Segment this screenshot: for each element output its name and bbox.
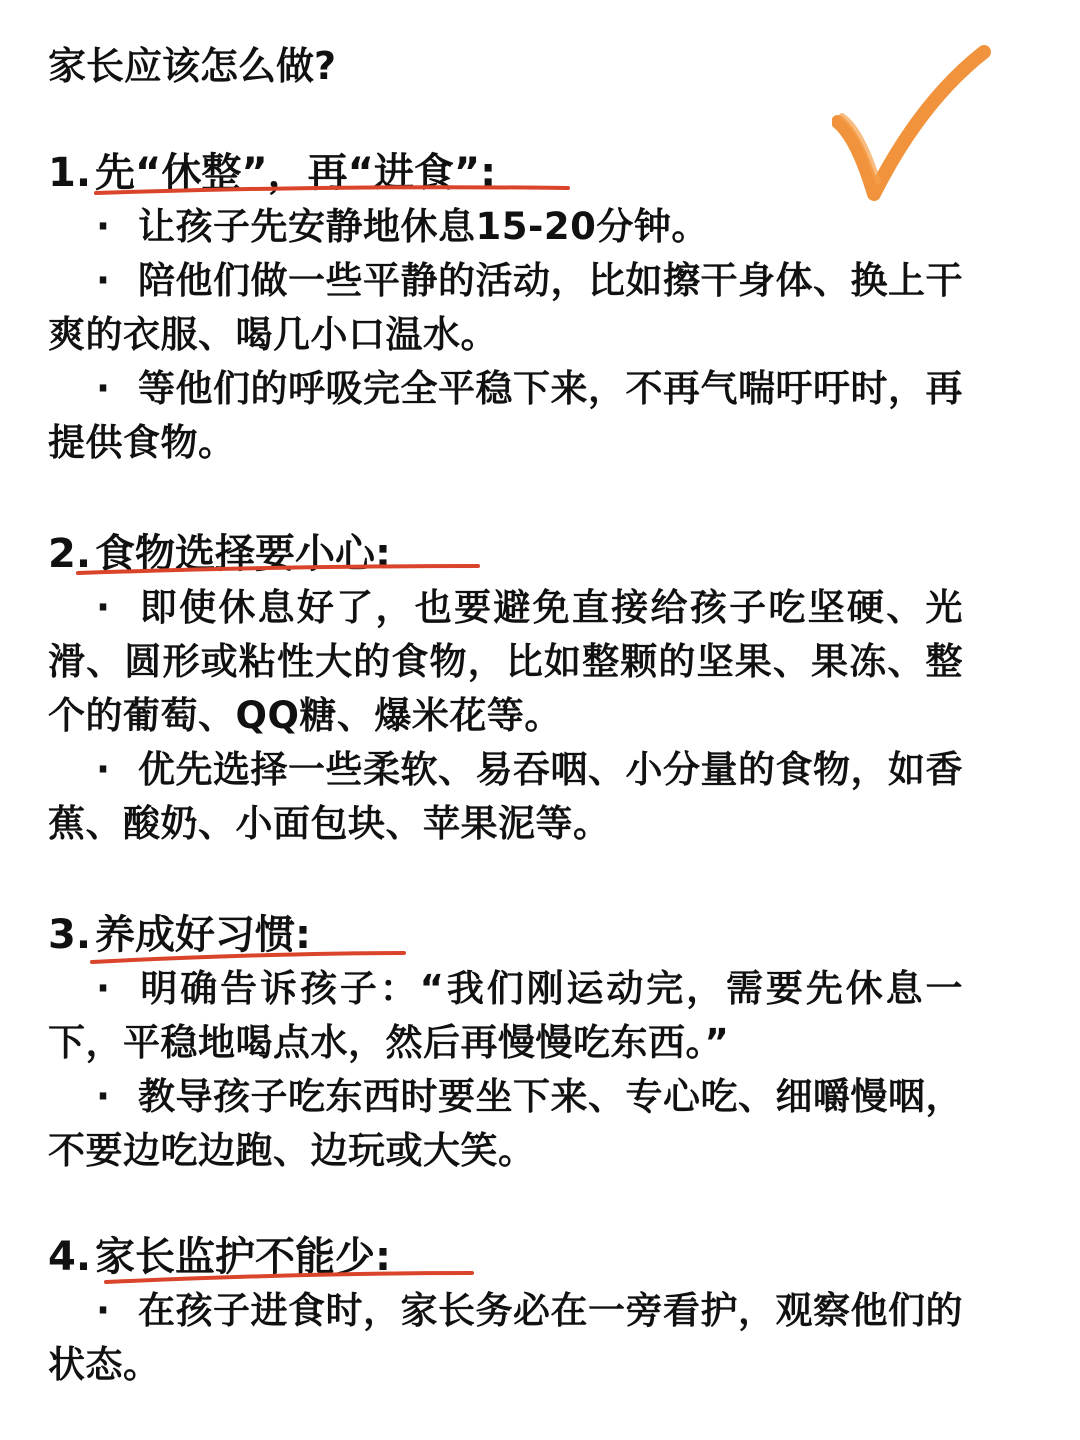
list-item: · 陪他们做一些平静的活动，比如擦干身体、换上干爽的衣服、喝几小口温水。	[48, 254, 963, 362]
list-item: · 等他们的呼吸完全平稳下来，不再气喘吁吁时，再提供食物。	[48, 362, 963, 470]
bullet-icon: ·	[96, 1289, 111, 1332]
list-item: · 即使休息好了，也要避免直接给孩子吃坚硬、光滑、圆形或粘性大的食物，比如整颗的坚果、果冻、整个的葡萄、QQ糖、爆米花等。	[48, 581, 963, 743]
bullet-icon: ·	[96, 259, 111, 302]
section-4	[48, 1230, 963, 1392]
section-3	[48, 908, 963, 1178]
list-item: · 明确告诉孩子：“我们刚运动完，需要先休息一下，平稳地喝点水，然后再慢慢吃东西。”	[48, 962, 963, 1070]
section-heading-text: 先“休整”，再“进食”:	[95, 150, 497, 196]
section-heading-text: 食物选择要小心:	[95, 531, 392, 577]
bullet-icon: ·	[96, 748, 111, 791]
bullet-icon: ·	[96, 586, 111, 629]
section-heading-text: 养成好习惯:	[95, 912, 312, 958]
section-number: 1.	[48, 150, 92, 196]
heading-underline	[48, 950, 418, 964]
bullet-icon: ·	[96, 205, 111, 248]
list-item: · 优先选择一些柔软、易吞咽、小分量的食物，如香蕉、酸奶、小面包块、苹果泥等。	[48, 743, 963, 851]
section-number: 4.	[48, 1234, 92, 1280]
bullet-icon: ·	[96, 367, 111, 410]
list-item: · 在孩子进食时，家长务必在一旁看护，观察他们的状态。	[48, 1284, 963, 1392]
section-heading-text: 家长监护不能少:	[95, 1234, 392, 1280]
bullet-icon: ·	[96, 967, 111, 1010]
bullet-icon: ·	[96, 1075, 111, 1118]
page-title: 家长应该怎么做?	[48, 44, 337, 88]
heading-underline	[48, 184, 588, 198]
section-number: 3.	[48, 912, 92, 958]
list-item: · 教导孩子吃东西时要坐下来、专心吃、细嚼慢咽，不要边吃边跑、边玩或大笑。	[48, 1070, 963, 1178]
heading-underline	[48, 1270, 488, 1284]
section-number: 2.	[48, 531, 92, 577]
list-item: · 让孩子先安静地休息15-20分钟。	[48, 200, 963, 254]
heading-underline	[48, 563, 508, 577]
